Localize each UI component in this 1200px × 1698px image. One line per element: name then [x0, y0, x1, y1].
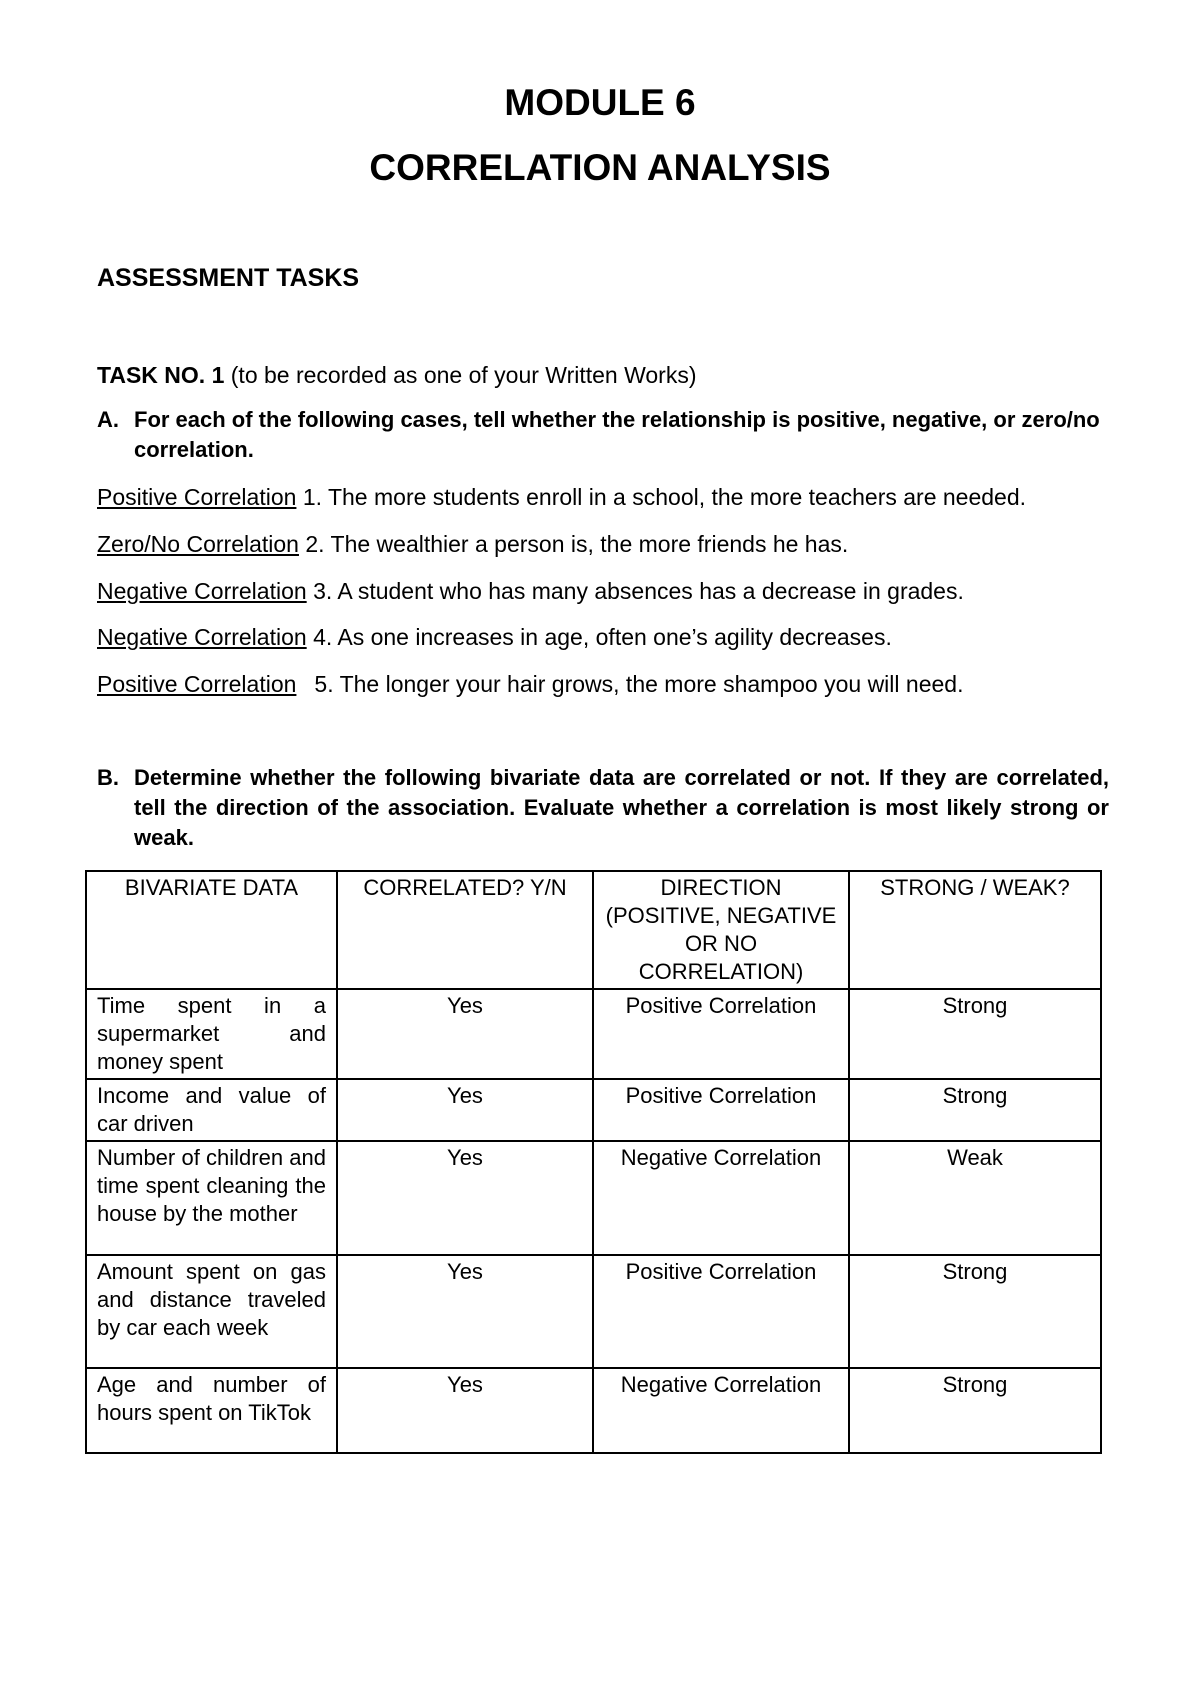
table-row	[86, 989, 1101, 1079]
table-row	[86, 1368, 1101, 1453]
case-statement: 3. A student who has many absences has a decrease in grades.	[313, 578, 964, 604]
cell-correlated: Yes	[337, 1141, 593, 1255]
cell-correlated: Yes	[337, 1368, 593, 1453]
topic-title: CORRELATION ANALYSIS	[369, 147, 831, 188]
cell-direction: Negative Correlation	[593, 1141, 849, 1255]
case-item	[97, 484, 1026, 511]
case-statement: 4. As one increases in age, often one’s agility decreases.	[313, 624, 892, 650]
cell-strength: Strong	[849, 1368, 1101, 1453]
task-label: TASK NO. 1	[97, 362, 225, 388]
table-row	[86, 1079, 1101, 1141]
part-b-text: Determine whether the following bivariate data are correlated or not. If they are correlated, tell the direction of the association. Evaluate whether a correlation is most likely strong or weak.	[134, 765, 1109, 850]
task-note: (to be recorded as one of your Written Works)	[230, 362, 697, 388]
case-answer: Negative Correlation	[97, 578, 307, 604]
part-a-letter: A.	[97, 407, 119, 432]
cell-direction: Positive Correlation	[593, 1079, 849, 1141]
case-answer: Negative Correlation	[97, 624, 307, 650]
section-heading: ASSESSMENT TASKS	[97, 264, 360, 292]
part-b-instruction	[97, 763, 1109, 853]
case-item	[97, 531, 848, 558]
part-a-text: For each of the following cases, tell whether the relationship is positive, negative, or zero/no correlation.	[134, 407, 1100, 462]
case-answer: Positive Correlation	[97, 671, 297, 697]
case-item	[97, 624, 892, 651]
cell-bivariate-data: Time spent in a supermarket and money spent	[86, 989, 337, 1079]
cell-correlated: Yes	[337, 1079, 593, 1141]
case-answer: Positive Correlation	[97, 484, 297, 510]
cell-strength: Weak	[849, 1141, 1101, 1255]
cell-direction: Positive Correlation	[593, 1255, 849, 1368]
table-row	[86, 1141, 1101, 1255]
cell-bivariate-data: Number of children and time spent cleaning the house by the mother	[86, 1141, 337, 1255]
cell-bivariate-data: Income and value of car driven	[86, 1079, 337, 1141]
header-correlated: CORRELATED? Y/N	[337, 871, 593, 989]
header-bivariate-data: BIVARIATE DATA	[86, 871, 337, 989]
part-a-instruction	[97, 405, 1109, 465]
cell-direction: Negative Correlation	[593, 1368, 849, 1453]
cell-correlated: Yes	[337, 1255, 593, 1368]
case-answer: Zero/No Correlation	[97, 531, 299, 557]
bivariate-table	[85, 870, 1102, 1454]
cell-strength: Strong	[849, 1079, 1101, 1141]
task-heading	[97, 362, 697, 389]
case-statement: 1. The more students enroll in a school, the more teachers are needed.	[302, 484, 1027, 510]
module-title: MODULE 6	[504, 82, 696, 123]
cell-strength: Strong	[849, 1255, 1101, 1368]
cell-bivariate-data: Age and number of hours spent on TikTok	[86, 1368, 337, 1453]
cell-correlated: Yes	[337, 989, 593, 1079]
part-b-letter: B.	[97, 765, 119, 790]
cell-bivariate-data: Amount spent on gas and distance traveled by car each week	[86, 1255, 337, 1368]
table-header-row	[86, 871, 1101, 989]
cell-strength: Strong	[849, 989, 1101, 1079]
case-item	[97, 671, 963, 698]
header-strength: STRONG / WEAK?	[849, 871, 1101, 989]
case-item	[97, 578, 964, 605]
header-direction: DIRECTION (POSITIVE, NEGATIVE OR NO CORRELATION)	[593, 871, 849, 989]
table-row	[86, 1255, 1101, 1368]
cell-direction: Positive Correlation	[593, 989, 849, 1079]
case-statement: 2. The wealthier a person is, the more friends he has.	[305, 531, 849, 557]
case-statement: 5. The longer your hair grows, the more shampoo you will need.	[314, 671, 964, 697]
